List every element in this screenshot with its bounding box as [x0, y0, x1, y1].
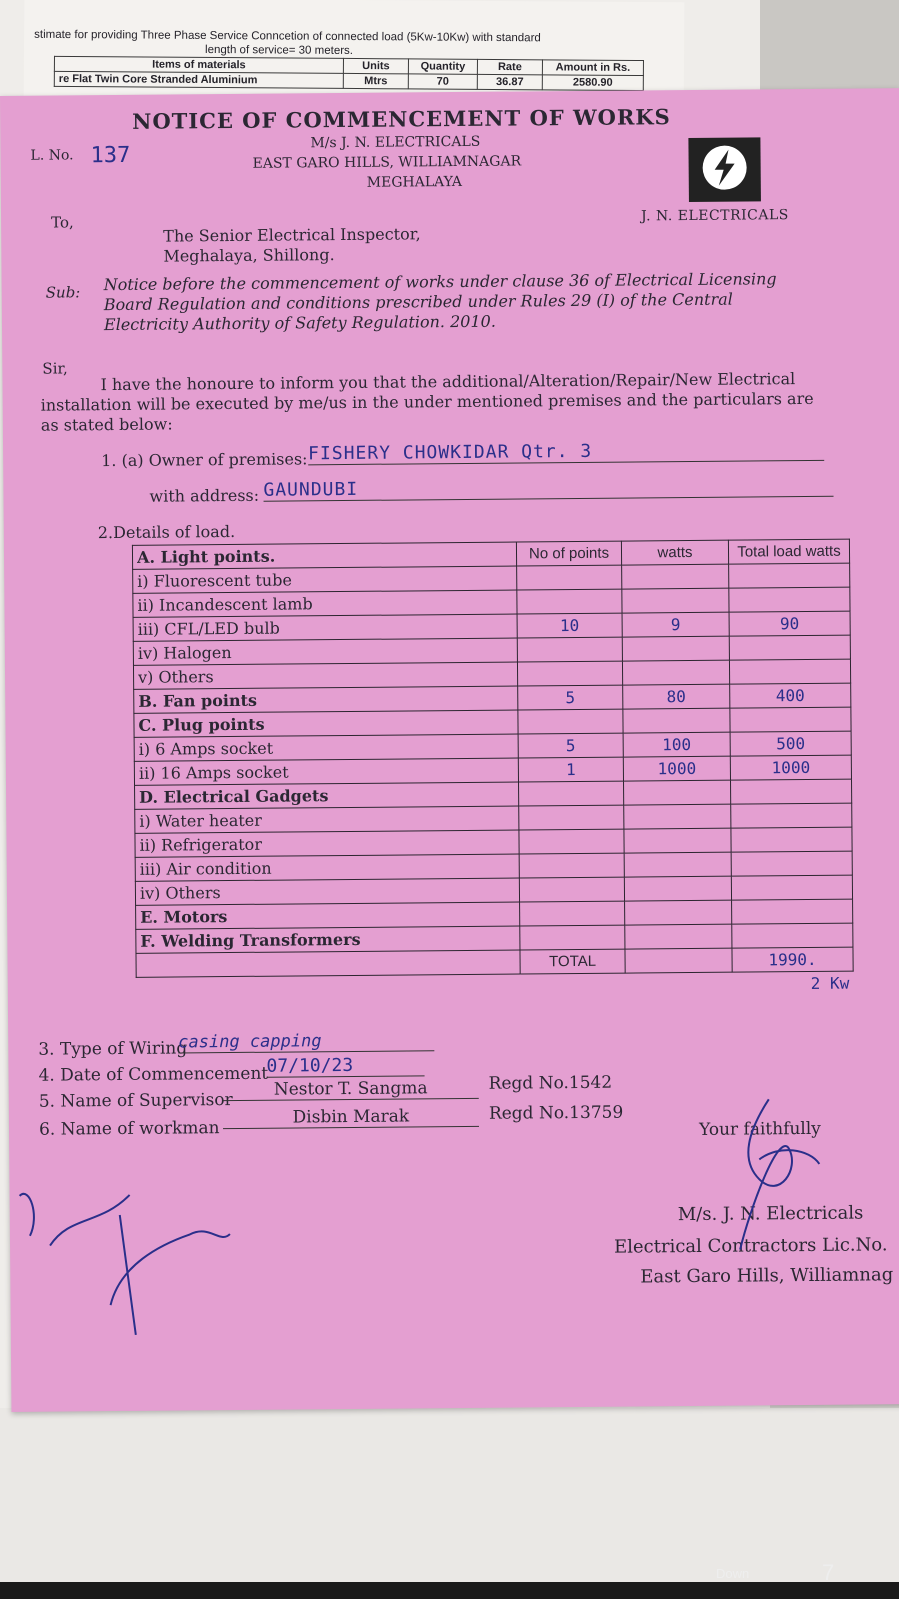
- load-row-watts: [622, 564, 729, 589]
- estimate-header-quantity: Quantity: [408, 59, 477, 74]
- load-row-watts: [625, 900, 732, 925]
- load-row-label: v) Others: [133, 662, 517, 689]
- handwritten-remark: [9, 1154, 241, 1346]
- estimate-row: [54, 71, 643, 90]
- subject-line3: Electricity Authority of Safety Regulation. 2010.: [103, 311, 496, 335]
- owner-label: 1. (a) Owner of premises:: [101, 449, 308, 471]
- form-heading: NOTICE OF COMMENCEMENT OF WORKS: [132, 104, 671, 134]
- workman-label: 6. Name of workman: [38, 1118, 220, 1140]
- owner-value: FISHERY CHOWKIDAR Qtr. 3: [308, 439, 824, 466]
- load-total-kw: 2 Kw: [810, 973, 850, 993]
- load-table-body: [132, 539, 853, 1001]
- to-label: To,: [51, 213, 74, 232]
- load-row-total: [729, 563, 850, 588]
- load-row-points: [519, 829, 624, 854]
- signature-line2: Electrical Contractors Lic.No.: [613, 1234, 888, 1258]
- load-row-total: [731, 803, 852, 828]
- estimate-title-line2: length of service= 30 meters.: [204, 43, 354, 57]
- load-row-label: i) 6 Amps socket: [134, 734, 518, 761]
- load-row-total: [729, 659, 850, 684]
- signature-line1: M/s. J. N. Electricals: [677, 1202, 864, 1226]
- load-total-value: [732, 947, 853, 972]
- date-value: 07/10/23: [266, 1054, 424, 1077]
- load-heading: 2.Details of load.: [97, 521, 236, 543]
- load-row-points: [519, 805, 624, 830]
- body-line2: installation will be executed by me/us in the under mentioned premises and the particulars are: [40, 388, 814, 415]
- load-row-total: [729, 635, 850, 660]
- load-details-table: [132, 539, 854, 1001]
- load-row-points: [518, 709, 623, 734]
- load-row-points: [517, 661, 622, 686]
- load-kw-blank: [136, 974, 520, 1001]
- estimate-header-items: Items of materials: [54, 56, 343, 73]
- estimate-cell-amount: 2580.90: [542, 75, 643, 91]
- load-row-watts-value: 9: [670, 615, 681, 635]
- load-kw-blank2: [520, 973, 625, 997]
- salutation: Sir,: [42, 359, 68, 378]
- load-row-points: [518, 685, 623, 710]
- wiring-label: 3. Type of Wiring: [38, 1038, 188, 1060]
- load-row-watts: [623, 708, 730, 733]
- location-line: EAST GARO HILLS, WILLIAMNAGAR: [252, 153, 522, 172]
- body-line3: as stated below:: [40, 414, 173, 435]
- address-label: with address:: [149, 485, 260, 506]
- load-row-points: [519, 853, 624, 878]
- load-row-label: E. Motors: [136, 902, 520, 929]
- notice-form: [0, 88, 899, 1412]
- load-row-watts: [624, 804, 731, 829]
- load-row-total-value: 500: [776, 733, 806, 754]
- load-row-total-value: 90: [779, 614, 800, 634]
- closing: Your faithfully: [698, 1118, 821, 1140]
- load-row-watts: [625, 924, 732, 949]
- estimate-cell-unit: Mtrs: [343, 73, 408, 88]
- load-row-total: [730, 755, 851, 780]
- load-row-label: iv) Others: [135, 878, 519, 905]
- load-row-label: iii) CFL/LED bulb: [133, 614, 517, 641]
- load-total-number: 1990.: [768, 949, 817, 970]
- addressee-line2: Meghalaya, Shillong.: [163, 245, 335, 266]
- load-row-points: [519, 781, 624, 806]
- load-row-label: D. Electrical Gadgets: [135, 782, 519, 809]
- load-row-label: B. Fan points: [134, 686, 518, 713]
- load-row-total-value: 1000: [771, 757, 811, 778]
- load-row-total: [731, 827, 852, 852]
- load-row-label: ii) Incandescent lamb: [133, 590, 517, 617]
- supervisor-regd: Regd No.1542: [488, 1072, 613, 1094]
- load-row-points: [517, 589, 622, 614]
- load-row-label: A. Light points.: [132, 542, 516, 569]
- handwritten-signature: [709, 1089, 830, 1260]
- estimate-title: [34, 28, 684, 61]
- load-row-points: [519, 877, 624, 902]
- load-row-total: [732, 899, 853, 924]
- load-row-points: [520, 901, 625, 926]
- page-number: 7: [822, 1560, 835, 1585]
- estimate-cell-item: re Flat Twin Core Stranded Aluminium: [54, 71, 343, 88]
- date-label: 4. Date of Commencement: [38, 1063, 269, 1086]
- estimate-cell-quantity: 70: [408, 74, 477, 89]
- load-row-label: iii) Air condition: [135, 854, 519, 881]
- load-row-points: [517, 613, 622, 638]
- load-row-watts: [622, 660, 729, 685]
- load-row-points-value: 5: [565, 688, 576, 708]
- load-row-watts: [624, 876, 731, 901]
- column-total-header: Total load watts: [728, 539, 849, 564]
- lightning-icon: [702, 145, 746, 189]
- subject-line2: Board Regulation and conditions prescribed under Rules 29 (I) of the Central: [103, 289, 733, 315]
- estimate-header-units: Units: [343, 58, 408, 73]
- load-kw-row: [136, 971, 853, 1001]
- load-row-points: [517, 565, 622, 590]
- workman-regd: Regd No.13759: [488, 1102, 624, 1124]
- load-row-label: ii) 16 Amps socket: [134, 758, 518, 785]
- load-row-label: F. Welding Transformers: [136, 926, 520, 953]
- estimate-title-line1: stimate for providing Three Phase Service Conncetion of connected load (5Kw-10Kw) with standard: [34, 28, 541, 45]
- viewer-bottom-bar: [0, 1582, 899, 1599]
- lower-paper-area: [0, 1408, 899, 1599]
- load-row-watts: [623, 684, 730, 709]
- column-watts-header: watts: [621, 540, 728, 565]
- estimate-header-rate: Rate: [477, 59, 542, 74]
- logo-caption: J. N. ELECTRICALS: [641, 207, 789, 225]
- load-kw-cell: [732, 971, 853, 996]
- load-total-blank: [136, 950, 520, 977]
- load-row-points: [520, 925, 625, 950]
- load-row-label: iv) Halogen: [133, 638, 517, 665]
- supervisor-label: 5. Name of Supervisor: [38, 1090, 233, 1112]
- load-row-total: [731, 875, 852, 900]
- signature-line3: East Garo Hills, Williamnag: [640, 1264, 894, 1288]
- sub-label: Sub:: [45, 283, 81, 302]
- load-row-total: [730, 779, 851, 804]
- load-row-points: [518, 733, 623, 758]
- load-row-points: [518, 757, 623, 782]
- load-row-watts: [623, 732, 730, 757]
- load-row-watts: [623, 756, 730, 781]
- load-row-total: [731, 851, 852, 876]
- estimate-table: [54, 56, 644, 91]
- subject-line1: Notice before the commencement of works under clause 36 of Electrical Licensing: [103, 269, 777, 295]
- load-total-label: TOTAL: [520, 949, 625, 974]
- load-row-label: i) Fluorescent tube: [133, 566, 517, 593]
- address-value: GAUNDUBI: [263, 475, 833, 502]
- state-line: MEGHALAYA: [366, 173, 463, 191]
- load-row-total: [732, 923, 853, 948]
- load-row-points-value: 10: [559, 615, 580, 636]
- load-total-blank2: [625, 948, 732, 973]
- firm-line: M/s J. N. ELECTRICALS: [310, 133, 481, 152]
- load-row-watts-value: 1000: [657, 758, 697, 779]
- estimate-cell-rate: 36.87: [477, 74, 542, 89]
- load-row-total-value: 400: [775, 686, 805, 706]
- load-row-total: [729, 611, 850, 636]
- load-row-label: C. Plug points: [134, 710, 518, 737]
- load-row-total: [730, 707, 851, 732]
- load-kw-blank3: [625, 972, 732, 996]
- wiring-value: casing capping: [178, 1030, 434, 1053]
- load-row-watts: [624, 780, 731, 805]
- down-label[interactable]: Down: [716, 1566, 750, 1581]
- load-row-total: [730, 731, 851, 756]
- serial-label: L. No.: [30, 147, 74, 164]
- workman-value: Disbin Marak: [223, 1106, 479, 1129]
- body-line1: I have the honoure to inform you that the additional/Alteration/Repair/New Electrical: [100, 369, 796, 395]
- load-row-watts: [624, 852, 731, 877]
- load-row-watts: [622, 636, 729, 661]
- load-row-points-value: 1: [565, 760, 576, 780]
- load-row-watts-value: 80: [666, 687, 686, 707]
- load-row-watts-value: 100: [662, 734, 692, 755]
- load-row-total: [729, 587, 850, 612]
- estimate-header-amount: Amount in Rs.: [542, 60, 643, 76]
- serial-number: 137: [90, 142, 131, 169]
- load-row-watts: [624, 828, 731, 853]
- load-row-watts: [622, 612, 729, 637]
- load-row-total: [730, 683, 851, 708]
- load-row-points: [517, 637, 622, 662]
- column-points-header: No of points: [516, 541, 621, 566]
- addressee-line1: The Senior Electrical Inspector,: [163, 224, 421, 246]
- company-logo: [688, 137, 761, 202]
- supervisor-value: Nestor T. Sangma: [223, 1078, 479, 1101]
- load-row-watts: [622, 588, 729, 613]
- load-row-label: i) Water heater: [135, 806, 519, 833]
- load-row-label: ii) Refrigerator: [135, 830, 519, 857]
- load-row-points-value: 5: [565, 736, 576, 756]
